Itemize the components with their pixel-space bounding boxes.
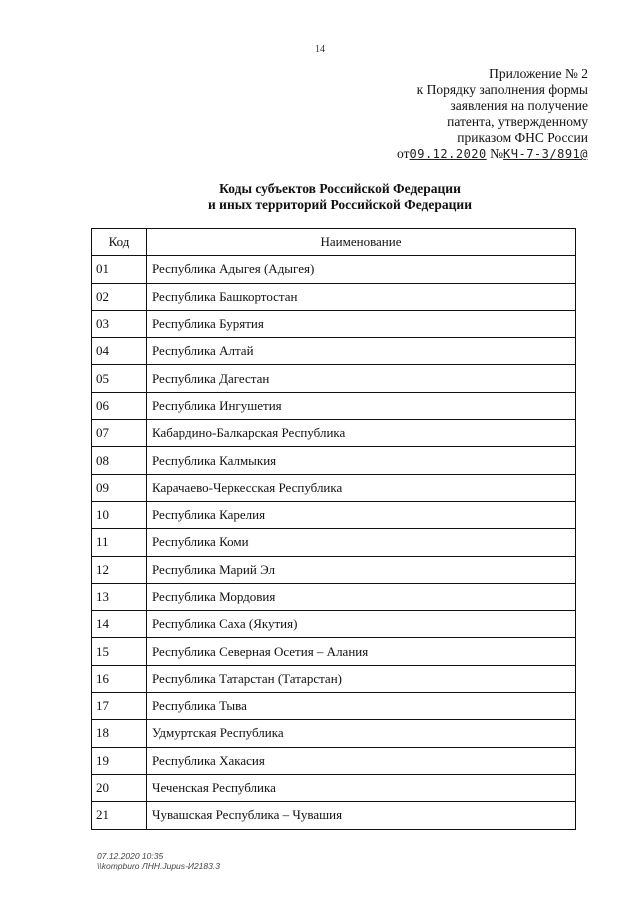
table-header-row bbox=[92, 229, 576, 256]
region-code: 16 bbox=[92, 665, 147, 692]
region-code: 13 bbox=[92, 583, 147, 610]
region-code: 02 bbox=[92, 283, 147, 310]
region-code: 05 bbox=[92, 365, 147, 392]
region-name: Кабардино-Балкарская Республика bbox=[147, 420, 576, 447]
footer-line-1: 07.12.2020 10:35 bbox=[97, 851, 164, 861]
table-row bbox=[92, 256, 576, 283]
footer-stamp bbox=[97, 851, 220, 871]
region-code: 01 bbox=[92, 256, 147, 283]
number-prefix: № bbox=[490, 146, 504, 161]
region-code: 15 bbox=[92, 638, 147, 665]
appendix-line-2: к Порядку заполнения формы bbox=[416, 82, 588, 97]
table-row bbox=[92, 365, 576, 392]
region-name: Республика Дагестан bbox=[147, 365, 576, 392]
region-name: Республика Хакасия bbox=[147, 747, 576, 774]
region-name: Республика Ингушетия bbox=[147, 392, 576, 419]
region-name: Чеченская Республика bbox=[147, 774, 576, 801]
region-name: Республика Калмыкия bbox=[147, 447, 576, 474]
region-code: 07 bbox=[92, 420, 147, 447]
region-name: Удмуртская Республика bbox=[147, 720, 576, 747]
region-code: 08 bbox=[92, 447, 147, 474]
table-row bbox=[92, 392, 576, 419]
region-codes-table bbox=[91, 228, 576, 830]
table-row bbox=[92, 693, 576, 720]
region-code: 03 bbox=[92, 310, 147, 337]
region-code: 06 bbox=[92, 392, 147, 419]
table-row bbox=[92, 556, 576, 583]
table-row bbox=[92, 310, 576, 337]
region-code: 14 bbox=[92, 611, 147, 638]
number-value: КЧ-7-3/891@ bbox=[503, 147, 588, 161]
table-row bbox=[92, 501, 576, 528]
region-code: 20 bbox=[92, 774, 147, 801]
title-line-2: и иных территорий Российской Федерации bbox=[208, 197, 472, 212]
region-code: 10 bbox=[92, 501, 147, 528]
table-row bbox=[92, 802, 576, 829]
region-name: Республика Тыва bbox=[147, 693, 576, 720]
document-title bbox=[0, 181, 640, 213]
region-code: 12 bbox=[92, 556, 147, 583]
title-line-1: Коды субъектов Российской Федерации bbox=[219, 181, 461, 196]
table-row bbox=[92, 774, 576, 801]
table-row bbox=[92, 747, 576, 774]
region-name: Республика Бурятия bbox=[147, 310, 576, 337]
table-row bbox=[92, 720, 576, 747]
region-name: Республика Татарстан (Татарстан) bbox=[147, 665, 576, 692]
region-name: Республика Коми bbox=[147, 529, 576, 556]
table-row bbox=[92, 529, 576, 556]
region-name: Республика Саха (Якутия) bbox=[147, 611, 576, 638]
region-code: 04 bbox=[92, 338, 147, 365]
appendix-line-4: патента, утвержденному bbox=[447, 114, 588, 129]
header-name: Наименование bbox=[147, 229, 576, 256]
appendix-date-line bbox=[397, 146, 588, 162]
footer-line-2: \\kompburo ЛНН.Jupus-И2183.3 bbox=[97, 861, 220, 871]
table-row bbox=[92, 638, 576, 665]
region-name: Республика Северная Осетия – Алания bbox=[147, 638, 576, 665]
table-row bbox=[92, 665, 576, 692]
region-name: Республика Мордовия bbox=[147, 583, 576, 610]
table-row bbox=[92, 283, 576, 310]
region-code: 09 bbox=[92, 474, 147, 501]
appendix-line-3: заявления на получение bbox=[450, 98, 588, 113]
table-row bbox=[92, 611, 576, 638]
appendix-line-1: Приложение № 2 bbox=[489, 66, 588, 81]
region-code: 21 bbox=[92, 802, 147, 829]
table-row bbox=[92, 420, 576, 447]
table-row bbox=[92, 474, 576, 501]
region-name: Республика Марий Эл bbox=[147, 556, 576, 583]
region-name: Республика Алтай bbox=[147, 338, 576, 365]
page-number: 14 bbox=[315, 44, 325, 55]
table-row bbox=[92, 583, 576, 610]
appendix-block bbox=[397, 66, 588, 162]
appendix-line-5: приказом ФНС России bbox=[457, 130, 588, 145]
region-name: Республика Башкортостан bbox=[147, 283, 576, 310]
region-name: Карачаево-Черкесская Республика bbox=[147, 474, 576, 501]
region-code: 11 bbox=[92, 529, 147, 556]
region-code: 19 bbox=[92, 747, 147, 774]
region-code: 17 bbox=[92, 693, 147, 720]
table-body bbox=[92, 256, 576, 829]
region-name: Республика Карелия bbox=[147, 501, 576, 528]
table-row bbox=[92, 447, 576, 474]
region-name: Республика Адыгея (Адыгея) bbox=[147, 256, 576, 283]
region-code: 18 bbox=[92, 720, 147, 747]
header-code: Код bbox=[92, 229, 147, 256]
region-name: Чувашская Республика – Чувашия bbox=[147, 802, 576, 829]
date-value: 09.12.2020 bbox=[409, 147, 487, 161]
date-prefix: от bbox=[397, 146, 410, 161]
table-row bbox=[92, 338, 576, 365]
